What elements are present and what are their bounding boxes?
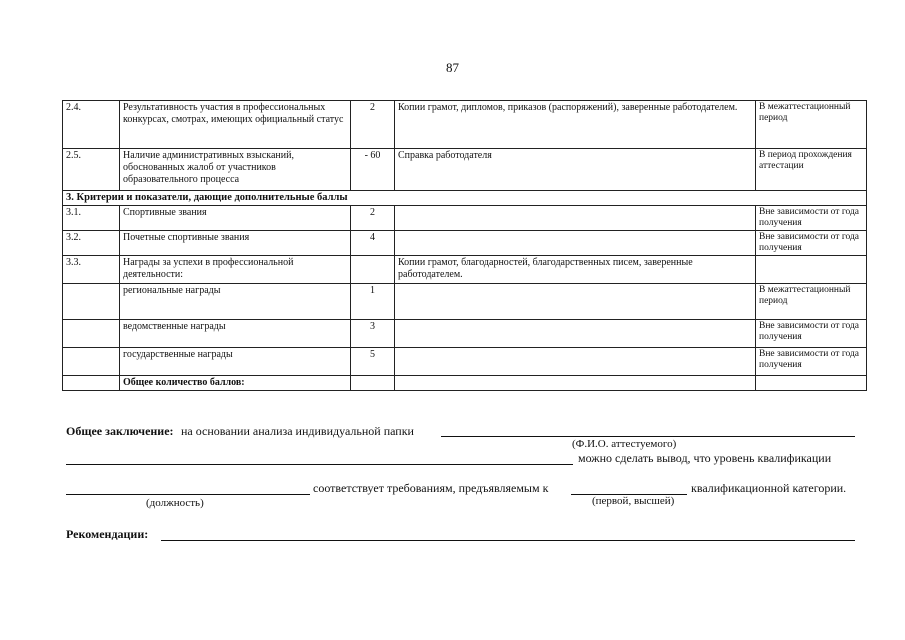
award-points: 5 — [351, 348, 395, 376]
criterion-points: 2 — [351, 101, 395, 149]
conclusion-text-1: на основании анализа индивидуальной папки — [181, 424, 414, 438]
recommendations-label: Рекомендации: — [66, 527, 149, 541]
conclusion-label: Общее заключение: — [66, 424, 174, 438]
criterion-name: Награды за успехи в профессиональной деятельности: — [120, 256, 351, 284]
fio-blank-line[interactable] — [441, 436, 855, 437]
row-number: 3.1. — [63, 206, 120, 231]
criterion-name: Спортивные звания — [120, 206, 351, 231]
award-points: 1 — [351, 284, 395, 320]
award-period: Вне зависимости от года получения — [756, 320, 867, 348]
criterion-period: В межаттестационный период — [756, 101, 867, 149]
criterion-name: Почетные спортивные звания — [120, 231, 351, 256]
section-title: 3. Критерии и показатели, дающие дополнительные баллы — [63, 191, 867, 206]
position-blank-line[interactable] — [66, 494, 310, 495]
conclusion-text-4: квалификационной категории. — [691, 481, 847, 495]
criterion-period: Вне зависимости от года получения — [756, 206, 867, 231]
criterion-documents: Копии грамот, благодарностей, благодарственных писем, заверенные работодателем. — [395, 256, 756, 284]
criterion-points: 2 — [351, 206, 395, 231]
criterion-name: Результативность участия в профессиональных конкурсах, смотрах, имеющих официальный статус — [120, 101, 351, 149]
criterion-period: Вне зависимости от года получения — [756, 231, 867, 256]
row-number: 3.3. — [63, 256, 120, 284]
fio-continuation-line[interactable] — [66, 464, 573, 465]
fio-caption: (Ф.И.О. аттестуемого) — [572, 438, 677, 450]
criterion-documents: Копии грамот, дипломов, приказов (распоряжений), заверенные работодателем. — [395, 101, 756, 149]
conclusion-text-2: можно сделать вывод, что уровень квалификации — [578, 451, 832, 465]
row-number: 2.5. — [63, 149, 120, 191]
category-caption: (первой, высшей) — [592, 495, 675, 507]
position-caption: (должность) — [146, 497, 204, 509]
criterion-points: 4 — [351, 231, 395, 256]
award-points: 3 — [351, 320, 395, 348]
conclusion-text-3: соответствует требованиям, предъявляемым к — [313, 481, 549, 495]
award-period: В межаттестационный период — [756, 284, 867, 320]
criterion-points: - 60 — [351, 149, 395, 191]
criterion-documents: Справка работодателя — [395, 149, 756, 191]
award-period: Вне зависимости от года получения — [756, 348, 867, 376]
award-name: региональные награды — [120, 284, 351, 320]
award-name: государственные награды — [120, 348, 351, 376]
row-number: 3.2. — [63, 231, 120, 256]
recommendations-blank-line[interactable] — [161, 540, 855, 541]
criterion-period: В период прохождения аттестации — [756, 149, 867, 191]
row-number: 2.4. — [63, 101, 120, 149]
criterion-name: Наличие административных взысканий, обоснованных жалоб от участников образовательного процесса — [120, 149, 351, 191]
total-label: Общее количество баллов: — [120, 376, 351, 391]
page-number: 87 — [446, 60, 459, 75]
award-name: ведомственные награды — [120, 320, 351, 348]
